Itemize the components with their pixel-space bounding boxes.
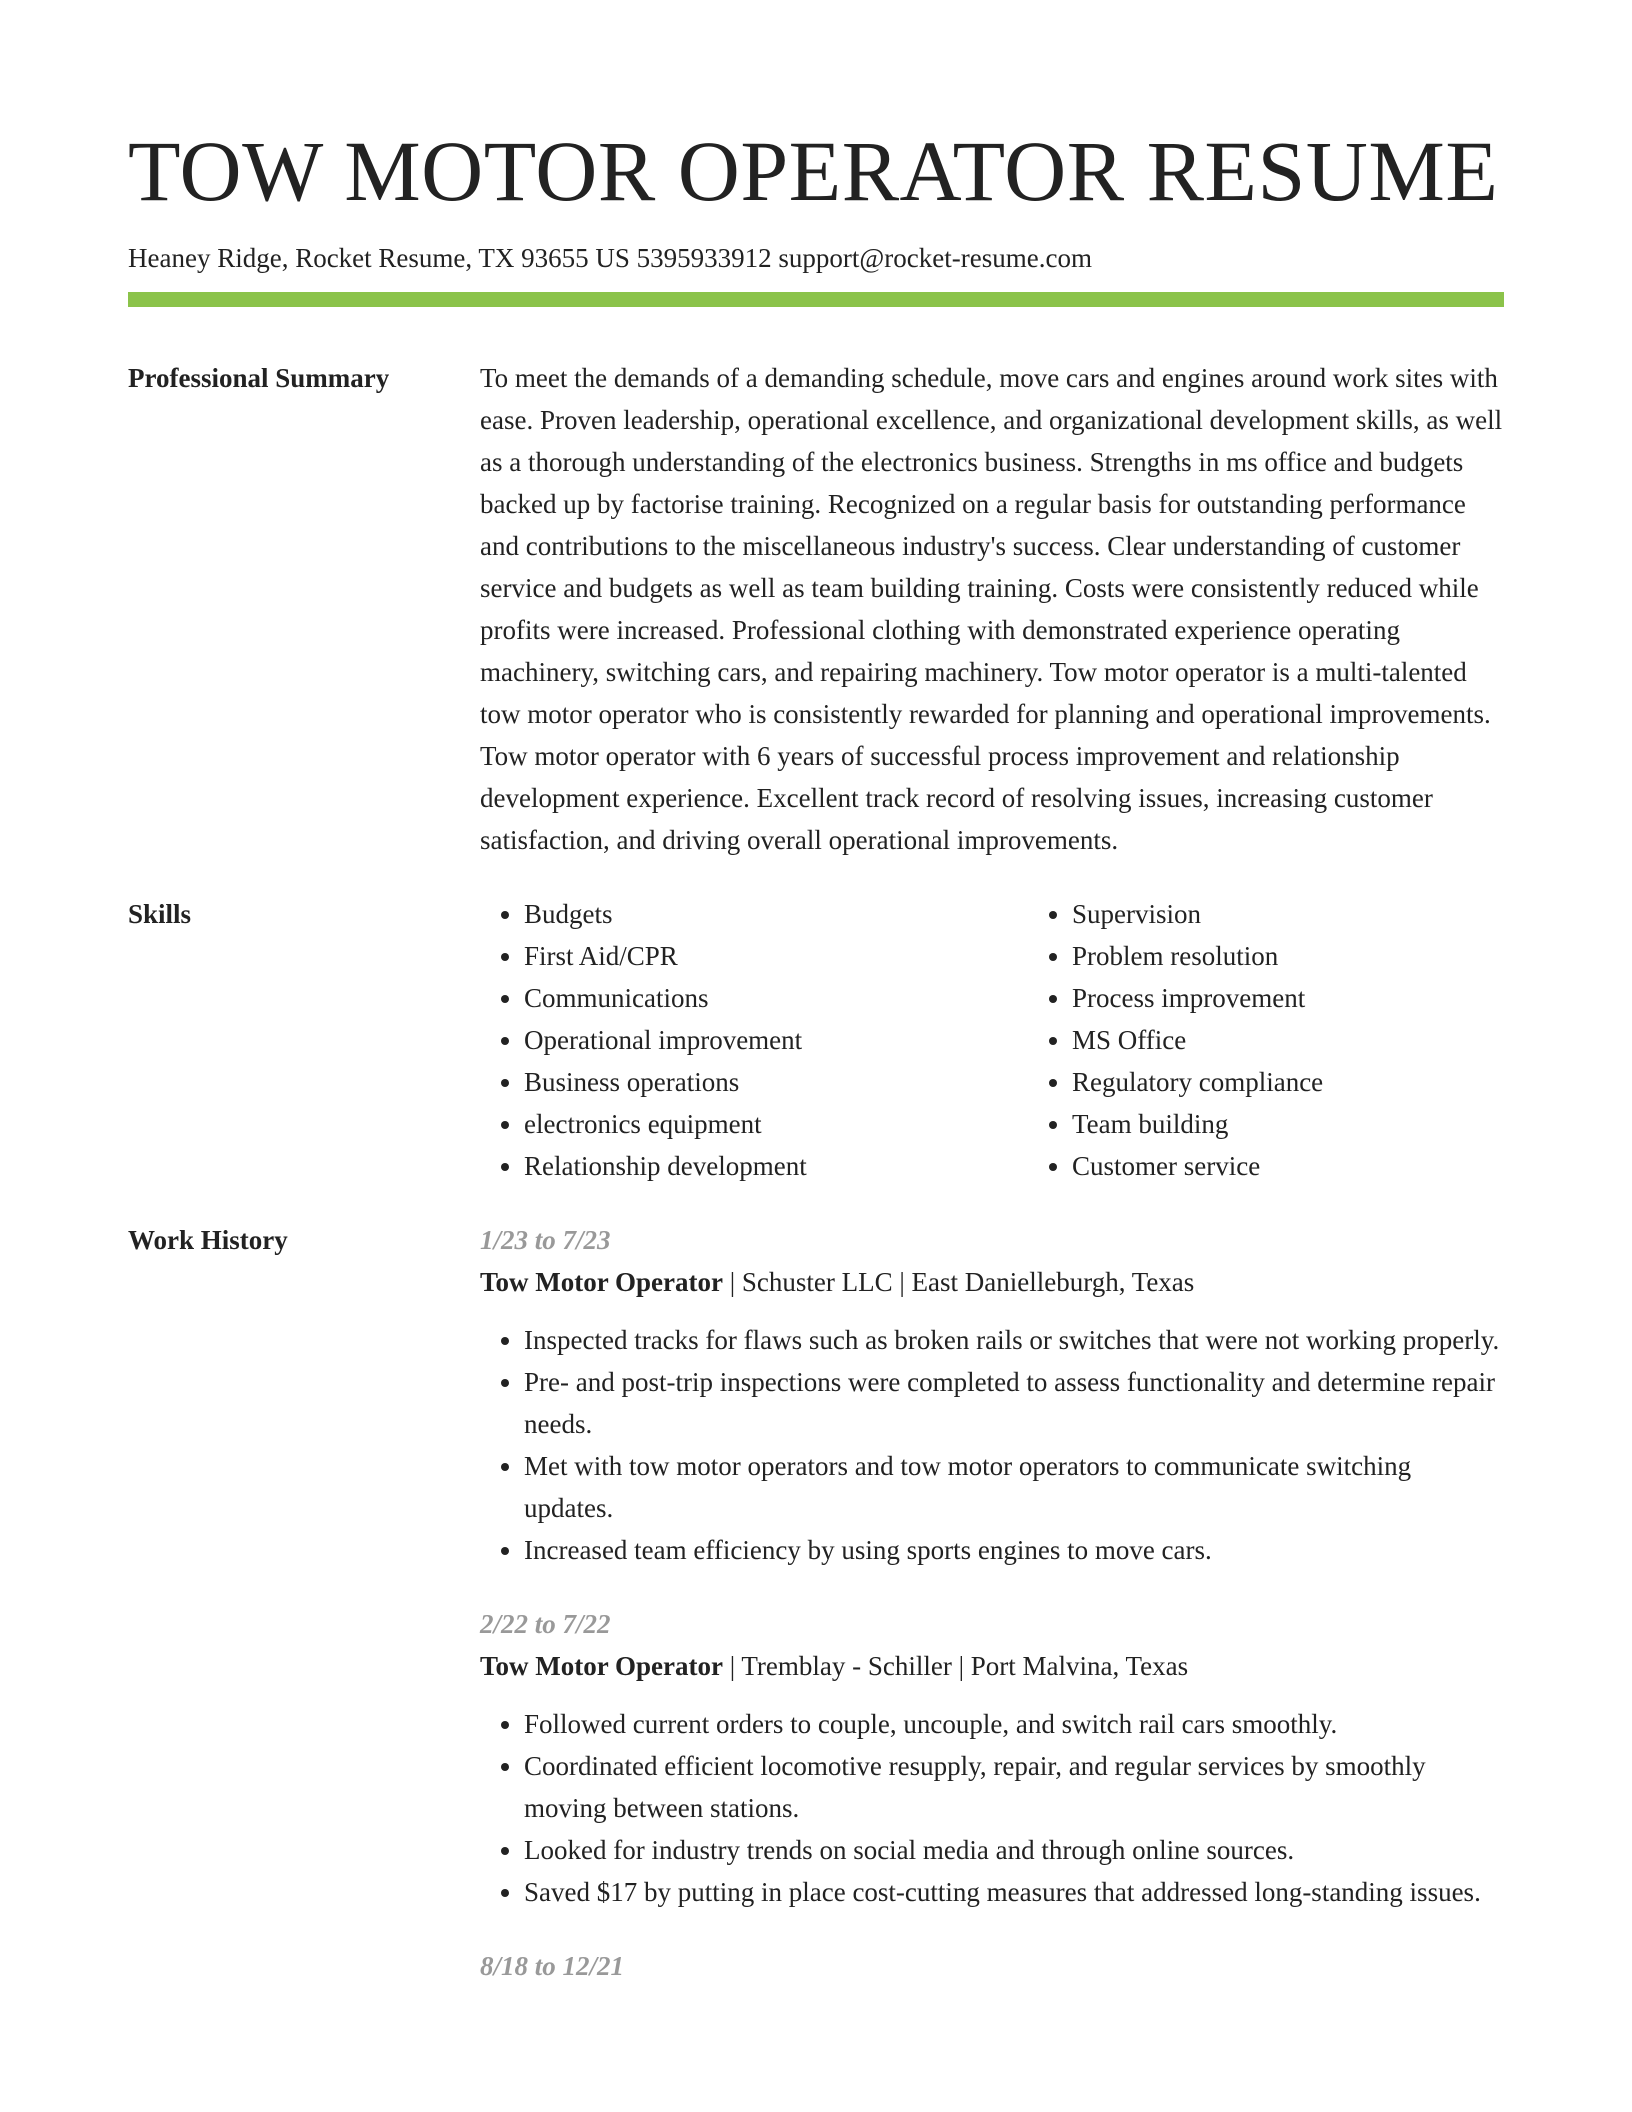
job-heading xyxy=(480,1261,1504,1303)
job-duty-item: • Coordinated efficient locomotive resupply, repair, and regular services by smoothly moving between stations. xyxy=(524,1745,1504,1829)
skills-heading: Skills xyxy=(128,899,192,929)
job-duties-list xyxy=(480,1319,1504,1571)
skill-item: • Customer service xyxy=(1072,1145,1576,1187)
job-company-location: | Tremblay - Schiller | Port Malvina, Texas xyxy=(722,1651,1189,1681)
skill-item: • electronics equipment xyxy=(524,1103,1028,1145)
job-duty-item: • Saved $17 by putting in place cost-cutting measures that addressed long-standing issues. xyxy=(524,1871,1504,1913)
skill-item: • Budgets xyxy=(524,893,1028,935)
skill-item: • Communications xyxy=(524,977,1028,1019)
skill-item: • Process improvement xyxy=(1072,977,1576,1019)
work-history-heading: Work History xyxy=(128,1225,288,1255)
skills-list-left xyxy=(480,893,1028,1187)
resume-title: TOW MOTOR OPERATOR RESUME xyxy=(128,123,1499,219)
skill-item: • MS Office xyxy=(1072,1019,1576,1061)
skill-item: • Operational improvement xyxy=(524,1019,1028,1061)
job-duty-item: • Followed current orders to couple, uncouple, and switch rail cars smoothly. xyxy=(524,1703,1504,1745)
job-duty-item: • Looked for industry trends on social media and through online sources. xyxy=(524,1829,1504,1871)
skill-item: • Problem resolution xyxy=(1072,935,1576,977)
job-entry xyxy=(480,1219,1504,1571)
job-dates: 1/23 to 7/23 xyxy=(480,1225,611,1255)
job-title: Tow Motor Operator xyxy=(480,1651,723,1681)
job-duties-list xyxy=(480,1703,1504,1913)
skill-item: • First Aid/CPR xyxy=(524,935,1028,977)
summary-section xyxy=(128,357,1504,861)
header-divider xyxy=(128,292,1504,307)
skill-item: • Regulatory compliance xyxy=(1072,1061,1576,1103)
work-history-section xyxy=(128,1219,1504,2019)
summary-text: To meet the demands of a demanding schedule, move cars and engines around work sites with ease. Proven leadership, operational excellence, and organizational development skills, as well as a thorough understanding of the electronics business. Strengths in ms office and budgets backed up by factorise training. Recognized on a regular basis for outstanding performance and contributions to the miscellaneous industry's success. Clear understanding of customer service and budgets as well as team building training. Costs were consistently reduced while profits were increased. Professional clothing with demonstrated experience operating machinery, switching cars, and repairing machinery. Tow motor operator is a multi-talented tow motor operator who is consistently rewarded for planning and operational improvements. Tow motor operator with 6 years of successful process improvement and relationship development experience. Excellent track record of resolving issues, increasing customer satisfaction, and driving overall operational improvements. xyxy=(480,363,1503,855)
job-dates: 2/22 to 7/22 xyxy=(480,1609,611,1639)
contact-line: Heaney Ridge, Rocket Resume, TX 93655 US 5395933912 support@rocket-resume.com xyxy=(128,243,1092,273)
job-entry xyxy=(480,1945,1504,1987)
job-duty-item: • Pre- and post-trip inspections were completed to assess functionality and determine repair needs. xyxy=(524,1361,1504,1445)
job-heading xyxy=(480,1645,1504,1687)
job-company-location: | Schuster LLC | East Danielleburgh, Texas xyxy=(722,1267,1195,1297)
job-duty-item: • Increased team efficiency by using sports engines to move cars. xyxy=(524,1529,1504,1571)
summary-heading: Professional Summary xyxy=(128,363,390,393)
skill-item: • Team building xyxy=(1072,1103,1576,1145)
job-list xyxy=(480,1219,1504,2019)
skill-item: • Supervision xyxy=(1072,893,1576,935)
job-title: Tow Motor Operator xyxy=(480,1267,723,1297)
job-entry xyxy=(480,1603,1504,1913)
skill-item: • Relationship development xyxy=(524,1145,1028,1187)
job-dates: 8/18 to 12/21 xyxy=(480,1951,625,1981)
job-duty-item: • Inspected tracks for flaws such as broken rails or switches that were not working properly. xyxy=(524,1319,1504,1361)
resume-page xyxy=(128,0,1504,2019)
skill-item: • Business operations xyxy=(524,1061,1028,1103)
skills-list-right xyxy=(1028,893,1576,1187)
skills-section xyxy=(128,893,1504,1187)
job-duty-item: • Met with tow motor operators and tow motor operators to communicate switching updates. xyxy=(524,1445,1504,1529)
